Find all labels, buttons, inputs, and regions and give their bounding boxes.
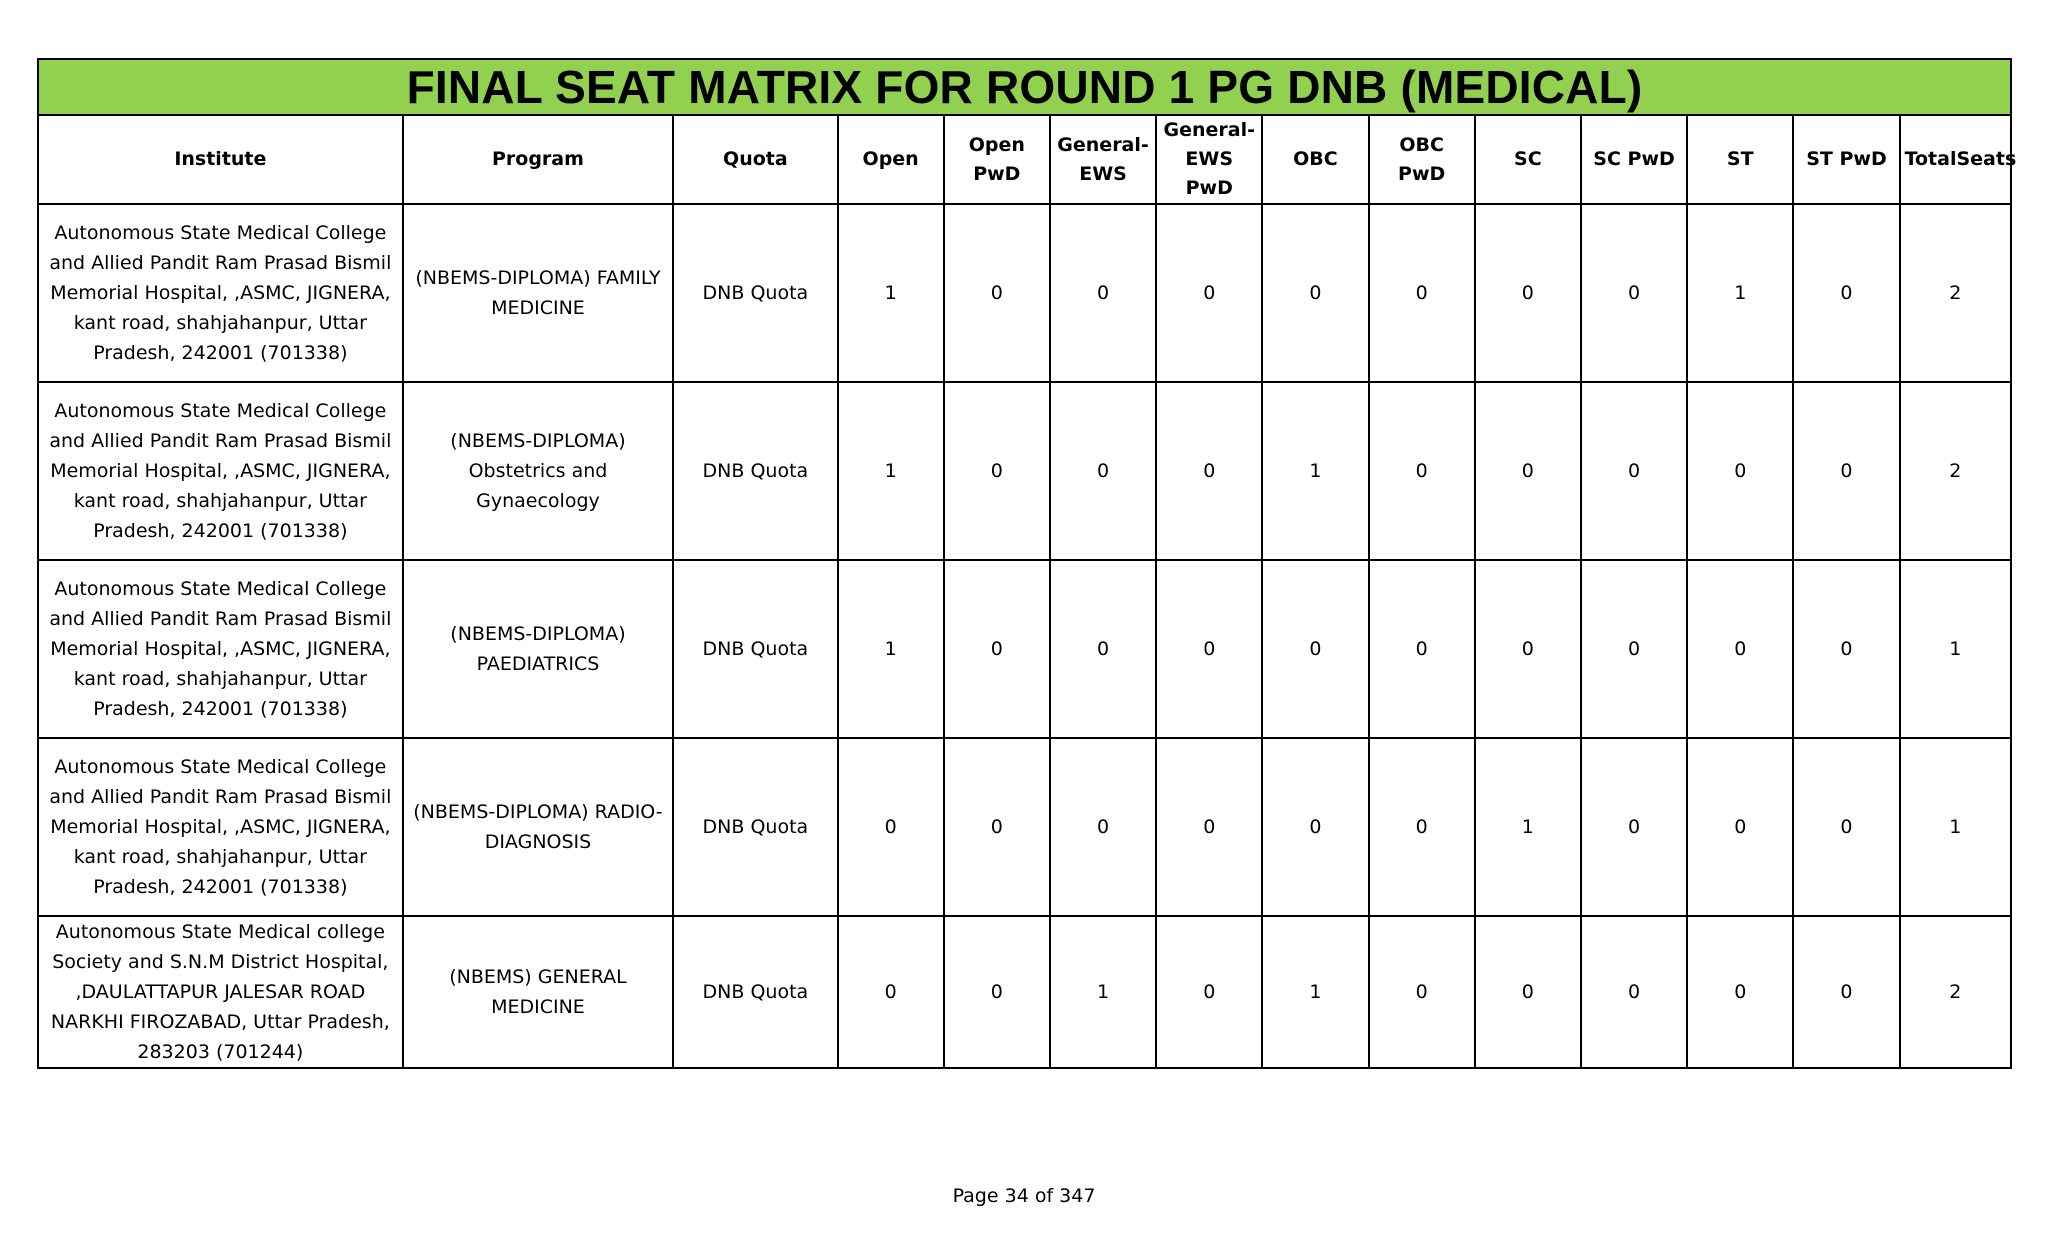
cell-sc-pwd: 0 [1581,916,1687,1068]
cell-total-seats: 1 [1900,738,2011,916]
header-sc-pwd: SC PwD [1581,115,1687,204]
page-title: FINAL SEAT MATRIX FOR ROUND 1 PG DNB (MEDICAL) [406,61,1643,113]
cell-sc-pwd: 0 [1581,204,1687,382]
header-st-pwd: ST PwD [1793,115,1899,204]
cell-st-pwd: 0 [1793,382,1899,560]
header-sc: SC [1475,115,1581,204]
cell-general-ews: 1 [1050,916,1156,1068]
cell-institute: Autonomous State Medical College and Allied Pandit Ram Prasad Bismil Memorial Hospital, ,ASMC, JIGNERA, kant road, shahjahanpur, Uttar Pradesh, 242001 (701338) [38,560,403,738]
cell-general-ews-pwd: 0 [1156,204,1262,382]
cell-obc-pwd: 0 [1369,382,1475,560]
cell-sc: 0 [1475,916,1581,1068]
header-general-ews: General-EWS [1050,115,1156,204]
header-quota: Quota [673,115,837,204]
cell-st-pwd: 0 [1793,916,1899,1068]
cell-total-seats: 2 [1900,916,2011,1068]
cell-program: (NBEMS-DIPLOMA) Obstetrics and Gynaecology [403,382,674,560]
cell-sc: 0 [1475,560,1581,738]
cell-open-pwd: 0 [944,916,1050,1068]
cell-general-ews: 0 [1050,204,1156,382]
table-row [38,204,2011,382]
cell-open: 1 [838,382,944,560]
cell-program: (NBEMS-DIPLOMA) PAEDIATRICS [403,560,674,738]
cell-institute: Autonomous State Medical College and Allied Pandit Ram Prasad Bismil Memorial Hospital, ,ASMC, JIGNERA, kant road, shahjahanpur, Uttar Pradesh, 242001 (701338) [38,382,403,560]
cell-st: 0 [1687,560,1793,738]
cell-quota: DNB Quota [673,560,837,738]
cell-total-seats: 1 [1900,560,2011,738]
cell-program: (NBEMS-DIPLOMA) RADIO-DIAGNOSIS [403,738,674,916]
cell-sc: 0 [1475,204,1581,382]
cell-obc: 0 [1262,204,1368,382]
cell-obc: 1 [1262,382,1368,560]
cell-open-pwd: 0 [944,382,1050,560]
header-row [38,115,2011,204]
cell-sc-pwd: 0 [1581,560,1687,738]
page-number: Page 34 of 347 [952,1185,1096,1207]
cell-total-seats: 2 [1900,382,2011,560]
table-row [38,560,2011,738]
cell-open-pwd: 0 [944,560,1050,738]
header-open: Open [838,115,944,204]
cell-sc: 0 [1475,382,1581,560]
header-st: ST [1687,115,1793,204]
cell-obc-pwd: 0 [1369,916,1475,1068]
cell-quota: DNB Quota [673,382,837,560]
header-obc: OBC [1262,115,1368,204]
cell-general-ews-pwd: 0 [1156,738,1262,916]
cell-obc-pwd: 0 [1369,738,1475,916]
cell-program: (NBEMS-DIPLOMA) FAMILY MEDICINE [403,204,674,382]
cell-institute: Autonomous State Medical College and Allied Pandit Ram Prasad Bismil Memorial Hospital, ,ASMC, JIGNERA, kant road, shahjahanpur, Uttar Pradesh, 242001 (701338) [38,738,403,916]
cell-quota: DNB Quota [673,204,837,382]
header-general-ews-pwd: General-EWS PwD [1156,115,1262,204]
cell-institute: Autonomous State Medical College and Allied Pandit Ram Prasad Bismil Memorial Hospital, ,ASMC, JIGNERA, kant road, shahjahanpur, Uttar Pradesh, 242001 (701338) [38,204,403,382]
cell-st-pwd: 0 [1793,738,1899,916]
seat-matrix-sheet [37,58,2017,1069]
table-row [38,916,2011,1068]
cell-st: 1 [1687,204,1793,382]
cell-st: 0 [1687,738,1793,916]
cell-open: 1 [838,560,944,738]
cell-quota: DNB Quota [673,916,837,1068]
header-institute: Institute [38,115,403,204]
table-row [38,382,2011,560]
cell-total-seats: 2 [1900,204,2011,382]
cell-obc: 0 [1262,560,1368,738]
cell-sc-pwd: 0 [1581,738,1687,916]
header-obc-pwd: OBC PwD [1369,115,1475,204]
cell-sc: 1 [1475,738,1581,916]
header-total-seats: TotalSeats [1900,115,2011,204]
cell-obc-pwd: 0 [1369,204,1475,382]
cell-quota: DNB Quota [673,738,837,916]
cell-general-ews-pwd: 0 [1156,916,1262,1068]
cell-open-pwd: 0 [944,738,1050,916]
cell-open: 1 [838,204,944,382]
cell-general-ews: 0 [1050,382,1156,560]
cell-open: 0 [838,916,944,1068]
table-row [38,738,2011,916]
cell-sc-pwd: 0 [1581,382,1687,560]
header-open-pwd: Open PwD [944,115,1050,204]
cell-general-ews: 0 [1050,560,1156,738]
title-cell [38,59,2011,115]
table-body [38,204,2011,1068]
cell-st-pwd: 0 [1793,204,1899,382]
cell-st: 0 [1687,916,1793,1068]
cell-general-ews-pwd: 0 [1156,560,1262,738]
cell-obc-pwd: 0 [1369,560,1475,738]
cell-general-ews-pwd: 0 [1156,382,1262,560]
cell-obc: 1 [1262,916,1368,1068]
seat-matrix-table [37,58,2017,1069]
header-program: Program [403,115,674,204]
cell-obc: 0 [1262,738,1368,916]
cell-st-pwd: 0 [1793,560,1899,738]
cell-st: 0 [1687,382,1793,560]
cell-institute: Autonomous State Medical college Society and S.N.M District Hospital, ,DAULATTAPUR JALESAR ROAD NARKHI FIROZABAD, Uttar Pradesh, 283203 (701244) [38,916,403,1068]
cell-open: 0 [838,738,944,916]
cell-open-pwd: 0 [944,204,1050,382]
cell-general-ews: 0 [1050,738,1156,916]
cell-program: (NBEMS) GENERAL MEDICINE [403,916,674,1068]
